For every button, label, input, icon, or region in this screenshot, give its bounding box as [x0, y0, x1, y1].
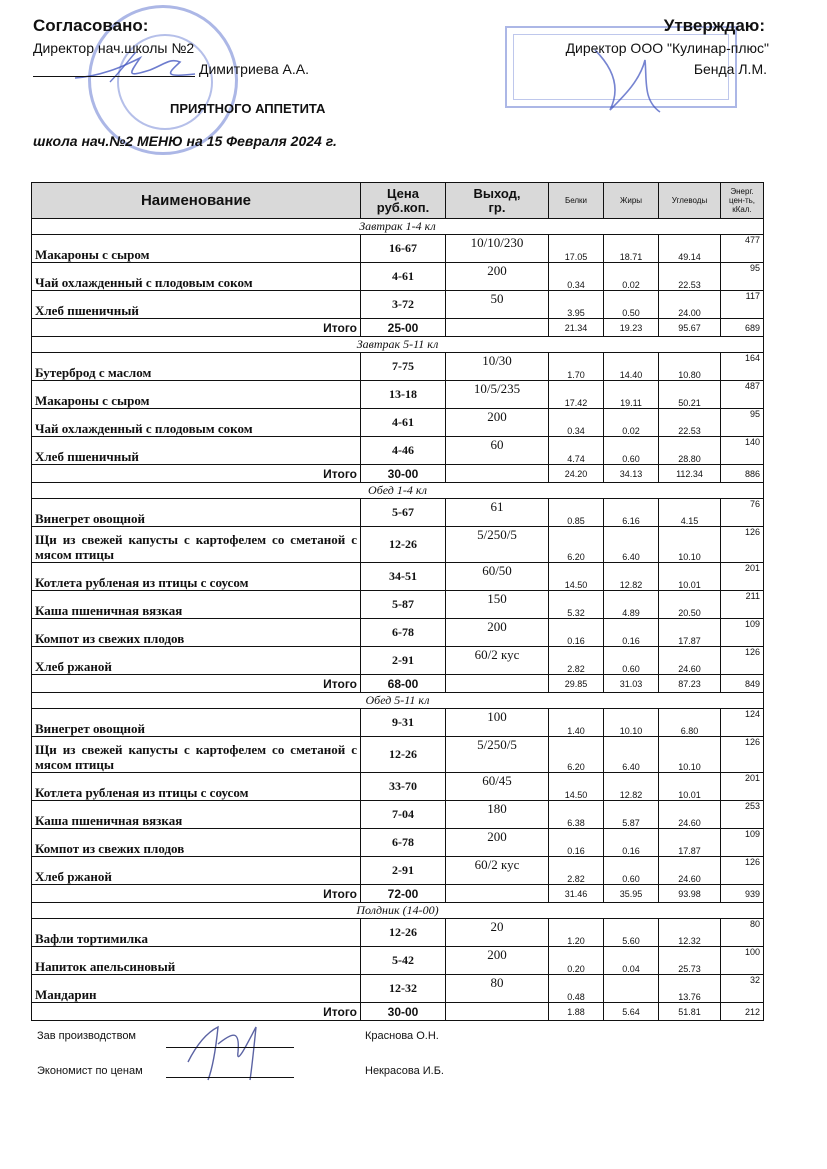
dish-fat: 4.89: [604, 591, 659, 619]
dish-price: 2-91: [361, 647, 446, 675]
dish-carbs: 24.60: [659, 647, 721, 675]
total-energy: 849: [721, 675, 764, 693]
dish-fat: 0.50: [604, 291, 659, 319]
dish-carbs: 10.01: [659, 563, 721, 591]
total-carbs: 95.67: [659, 319, 721, 337]
dish-price: 4-61: [361, 409, 446, 437]
dish-name: Хлеб пшеничный: [32, 437, 361, 465]
confirm-role: Директор ООО "Кулинар-плюс": [565, 40, 769, 56]
total-price: 68-00: [361, 675, 446, 693]
dish-fat: 0.02: [604, 409, 659, 437]
dish-carbs: 17.87: [659, 619, 721, 647]
dish-protein: 0.48: [549, 975, 604, 1003]
dish-energy: 126: [721, 527, 764, 563]
table-row: [32, 647, 764, 675]
table-row: [32, 591, 764, 619]
section-row: [32, 337, 764, 353]
dish-fat: 5.60: [604, 919, 659, 947]
dish-protein: 6.20: [549, 737, 604, 773]
approved-signer: [33, 61, 309, 77]
dish-protein: 0.16: [549, 829, 604, 857]
total-fat: 34.13: [604, 465, 659, 483]
dish-energy: 126: [721, 737, 764, 773]
dish-protein: 0.20: [549, 947, 604, 975]
dish-yield: 200: [446, 619, 549, 647]
total-price: 30-00: [361, 1003, 446, 1021]
dish-fat: 12.82: [604, 563, 659, 591]
dish-yield: 60/45: [446, 773, 549, 801]
dish-fat: 0.60: [604, 647, 659, 675]
signature-line: [166, 1047, 294, 1048]
dish-fat: 6.40: [604, 737, 659, 773]
dish-yield: 200: [446, 829, 549, 857]
dish-name: Макароны с сыром: [32, 381, 361, 409]
dish-price: 12-26: [361, 919, 446, 947]
dish-protein: 1.40: [549, 709, 604, 737]
dish-name: Компот из свежих плодов: [32, 619, 361, 647]
dish-fat: 0.04: [604, 947, 659, 975]
dish-yield: 200: [446, 409, 549, 437]
dish-fat: 0.02: [604, 263, 659, 291]
total-fat: 35.95: [604, 885, 659, 903]
total-fat: 19.23: [604, 319, 659, 337]
dish-energy: 126: [721, 857, 764, 885]
dish-yield: 80: [446, 975, 549, 1003]
dish-carbs: 28.80: [659, 437, 721, 465]
dish-name: Хлеб пшеничный: [32, 291, 361, 319]
table-row: [32, 409, 764, 437]
section-title: Полдник (14-00): [32, 903, 764, 919]
col-price: Цена руб.коп.: [361, 183, 446, 219]
dish-energy: 211: [721, 591, 764, 619]
dish-energy: 164: [721, 353, 764, 381]
total-yield-empty: [446, 1003, 549, 1021]
dish-carbs: 10.10: [659, 737, 721, 773]
dish-name: Чай охлажденный с плодовым соком: [32, 409, 361, 437]
table-row: [32, 263, 764, 291]
dish-price: 4-61: [361, 263, 446, 291]
total-yield-empty: [446, 319, 549, 337]
menu-title: школа нач.№2 МЕНЮ на 15 Февраля 2024 г.: [33, 133, 337, 149]
dish-energy: 95: [721, 409, 764, 437]
dish-fat: 5.87: [604, 801, 659, 829]
dish-price: 16-67: [361, 235, 446, 263]
table-row: [32, 619, 764, 647]
total-carbs: 51.81: [659, 1003, 721, 1021]
table-row: [32, 709, 764, 737]
economist-name: Некрасова И.Б.: [365, 1065, 444, 1077]
dish-price: 6-78: [361, 829, 446, 857]
table-row: [32, 737, 764, 773]
section-title: Обед 5-11 кл: [32, 693, 764, 709]
dish-energy: 32: [721, 975, 764, 1003]
dish-name: Щи из свежей капусты с картофелем со сметаной с мясом птицы: [32, 527, 361, 563]
dish-fat: 6.16: [604, 499, 659, 527]
total-carbs: 93.98: [659, 885, 721, 903]
approved-title: Согласовано:: [33, 16, 149, 35]
table-row: [32, 919, 764, 947]
table-row: [32, 437, 764, 465]
dish-carbs: 12.32: [659, 919, 721, 947]
dish-carbs: 10.01: [659, 773, 721, 801]
total-label: Итого: [32, 465, 361, 483]
section-row: [32, 693, 764, 709]
dish-price: 5-42: [361, 947, 446, 975]
dish-price: 12-32: [361, 975, 446, 1003]
dish-yield: 60/2 кус: [446, 647, 549, 675]
dish-protein: 0.16: [549, 619, 604, 647]
dish-carbs: 4.15: [659, 499, 721, 527]
dish-price: 6-78: [361, 619, 446, 647]
dish-fat: 14.40: [604, 353, 659, 381]
dish-fat: 18.71: [604, 235, 659, 263]
dish-carbs: 24.60: [659, 857, 721, 885]
dish-price: 5-87: [361, 591, 446, 619]
dish-name: Щи из свежей капусты с картофелем со сметаной с мясом птицы: [32, 737, 361, 773]
dish-carbs: 13.76: [659, 975, 721, 1003]
col-fat: Жиры: [604, 183, 659, 219]
confirm-title: Утверждаю:: [663, 16, 765, 35]
dish-fat: 0.16: [604, 829, 659, 857]
dish-protein: 3.95: [549, 291, 604, 319]
dish-price: 3-72: [361, 291, 446, 319]
dish-price: 7-75: [361, 353, 446, 381]
dish-energy: 100: [721, 947, 764, 975]
dish-fat: [604, 975, 659, 1003]
dish-carbs: 24.00: [659, 291, 721, 319]
dish-name: Каша пшеничная вязкая: [32, 801, 361, 829]
total-yield-empty: [446, 885, 549, 903]
total-label: Итого: [32, 319, 361, 337]
total-fat: 5.64: [604, 1003, 659, 1021]
dish-name: Котлета рубленая из птицы с соусом: [32, 773, 361, 801]
dish-carbs: 10.10: [659, 527, 721, 563]
dish-energy: 124: [721, 709, 764, 737]
dish-price: 7-04: [361, 801, 446, 829]
dish-price: 2-91: [361, 857, 446, 885]
dish-price: 13-18: [361, 381, 446, 409]
production-head-name: Краснова О.Н.: [365, 1030, 439, 1042]
dish-price: 4-46: [361, 437, 446, 465]
dish-protein: 2.82: [549, 647, 604, 675]
dish-protein: 0.85: [549, 499, 604, 527]
table-row: [32, 773, 764, 801]
dish-yield: 61: [446, 499, 549, 527]
dish-fat: 12.82: [604, 773, 659, 801]
total-yield-empty: [446, 465, 549, 483]
table-row: [32, 563, 764, 591]
menu-table: [31, 182, 764, 1021]
col-carbs: Углеводы: [659, 183, 721, 219]
total-row: [32, 319, 764, 337]
dish-protein: 4.74: [549, 437, 604, 465]
table-header: [32, 183, 764, 219]
dish-yield: 60/2 кус: [446, 857, 549, 885]
dish-price: 9-31: [361, 709, 446, 737]
dish-name: Напиток апельсиновый: [32, 947, 361, 975]
dish-energy: 140: [721, 437, 764, 465]
dish-protein: 14.50: [549, 563, 604, 591]
dish-price: 34-51: [361, 563, 446, 591]
dish-price: 33-70: [361, 773, 446, 801]
dish-name: Чай охлажденный с плодовым соком: [32, 263, 361, 291]
table-row: [32, 975, 764, 1003]
appetite-heading: ПРИЯТНОГО АППЕТИТА: [170, 101, 326, 116]
section-title: Завтрак 5-11 кл: [32, 337, 764, 353]
economist-role: Экономист по ценам: [37, 1065, 143, 1077]
dish-yield: 200: [446, 263, 549, 291]
section-row: [32, 903, 764, 919]
table-row: [32, 235, 764, 263]
dish-name: Макароны с сыром: [32, 235, 361, 263]
dish-carbs: 20.50: [659, 591, 721, 619]
dish-energy: 253: [721, 801, 764, 829]
total-row: [32, 1003, 764, 1021]
dish-name: Винегрет овощной: [32, 709, 361, 737]
table-row: [32, 499, 764, 527]
dish-name: Винегрет овощной: [32, 499, 361, 527]
dish-protein: 2.82: [549, 857, 604, 885]
dish-protein: 17.42: [549, 381, 604, 409]
total-price: 30-00: [361, 465, 446, 483]
dish-carbs: 49.14: [659, 235, 721, 263]
total-row: [32, 675, 764, 693]
table-row: [32, 291, 764, 319]
signature-line: [166, 1077, 294, 1078]
dish-yield: 5/250/5: [446, 527, 549, 563]
dish-name: Хлеб ржаной: [32, 857, 361, 885]
dish-fat: 0.16: [604, 619, 659, 647]
total-protein: 1.88: [549, 1003, 604, 1021]
section-row: [32, 219, 764, 235]
dish-energy: 487: [721, 381, 764, 409]
dish-protein: 14.50: [549, 773, 604, 801]
total-energy: 939: [721, 885, 764, 903]
table-row: [32, 829, 764, 857]
dish-yield: 20: [446, 919, 549, 947]
signature-footer: [178, 1022, 278, 1082]
table-row: [32, 801, 764, 829]
dish-name: Вафли тортимилка: [32, 919, 361, 947]
dish-yield: 100: [446, 709, 549, 737]
dish-yield: 200: [446, 947, 549, 975]
dish-yield: 150: [446, 591, 549, 619]
dish-yield: 180: [446, 801, 549, 829]
dish-name: Мандарин: [32, 975, 361, 1003]
dish-energy: 80: [721, 919, 764, 947]
dish-protein: 17.05: [549, 235, 604, 263]
col-name: Наименование: [32, 183, 361, 219]
dish-protein: 1.20: [549, 919, 604, 947]
dish-energy: 477: [721, 235, 764, 263]
section-title: Обед 1-4 кл: [32, 483, 764, 499]
dish-yield: 10/30: [446, 353, 549, 381]
dish-fat: 6.40: [604, 527, 659, 563]
table-row: [32, 947, 764, 975]
dish-yield: 10/10/230: [446, 235, 549, 263]
dish-name: Компот из свежих плодов: [32, 829, 361, 857]
section-title: Завтрак 1-4 кл: [32, 219, 764, 235]
dish-carbs: 17.87: [659, 829, 721, 857]
dish-carbs: 25.73: [659, 947, 721, 975]
signature-line: [33, 62, 195, 77]
dish-energy: 109: [721, 829, 764, 857]
dish-price: 12-26: [361, 737, 446, 773]
confirm-name: Бенда Л.М.: [693, 61, 767, 77]
dish-protein: 6.38: [549, 801, 604, 829]
total-yield-empty: [446, 675, 549, 693]
section-row: [32, 483, 764, 499]
total-protein: 21.34: [549, 319, 604, 337]
col-yield: Выход, гр.: [446, 183, 549, 219]
col-energy: Энерг. цен-ть, кКал.: [721, 183, 764, 219]
dish-yield: 60: [446, 437, 549, 465]
dish-energy: 109: [721, 619, 764, 647]
dish-fat: 0.60: [604, 857, 659, 885]
dish-yield: 5/250/5: [446, 737, 549, 773]
dish-carbs: 22.53: [659, 263, 721, 291]
total-fat: 31.03: [604, 675, 659, 693]
table-row: [32, 353, 764, 381]
total-protein: 29.85: [549, 675, 604, 693]
dish-name: Хлеб ржаной: [32, 647, 361, 675]
total-row: [32, 885, 764, 903]
dish-carbs: 10.80: [659, 353, 721, 381]
dish-name: Бутерброд с маслом: [32, 353, 361, 381]
dish-carbs: 24.60: [659, 801, 721, 829]
total-price: 72-00: [361, 885, 446, 903]
dish-price: 12-26: [361, 527, 446, 563]
dish-name: Котлета рубленая из птицы с соусом: [32, 563, 361, 591]
dish-fat: 19.11: [604, 381, 659, 409]
total-price: 25-00: [361, 319, 446, 337]
table-row: [32, 857, 764, 885]
dish-protein: 0.34: [549, 409, 604, 437]
dish-energy: 76: [721, 499, 764, 527]
total-carbs: 87.23: [659, 675, 721, 693]
dish-carbs: 6.80: [659, 709, 721, 737]
dish-energy: 201: [721, 773, 764, 801]
production-head-role: Зав производством: [37, 1030, 136, 1042]
dish-energy: 126: [721, 647, 764, 675]
approved-name: Димитриева А.А.: [199, 61, 309, 77]
dish-carbs: 50.21: [659, 381, 721, 409]
dish-protein: 5.32: [549, 591, 604, 619]
dish-fat: 0.60: [604, 437, 659, 465]
approved-role: Директор нач.школы №2: [33, 40, 195, 56]
dish-energy: 201: [721, 563, 764, 591]
dish-protein: 1.70: [549, 353, 604, 381]
dish-yield: 10/5/235: [446, 381, 549, 409]
total-label: Итого: [32, 675, 361, 693]
dish-energy: 95: [721, 263, 764, 291]
total-label: Итого: [32, 1003, 361, 1021]
dish-price: 5-67: [361, 499, 446, 527]
table-row: [32, 527, 764, 563]
dish-protein: 6.20: [549, 527, 604, 563]
total-energy: 212: [721, 1003, 764, 1021]
total-energy: 689: [721, 319, 764, 337]
dish-energy: 117: [721, 291, 764, 319]
total-energy: 886: [721, 465, 764, 483]
dish-protein: 0.34: [549, 263, 604, 291]
total-label: Итого: [32, 885, 361, 903]
dish-name: Каша пшеничная вязкая: [32, 591, 361, 619]
total-protein: 31.46: [549, 885, 604, 903]
total-row: [32, 465, 764, 483]
total-carbs: 112.34: [659, 465, 721, 483]
dish-fat: 10.10: [604, 709, 659, 737]
col-protein: Белки: [549, 183, 604, 219]
dish-yield: 60/50: [446, 563, 549, 591]
dish-yield: 50: [446, 291, 549, 319]
dish-carbs: 22.53: [659, 409, 721, 437]
table-row: [32, 381, 764, 409]
total-protein: 24.20: [549, 465, 604, 483]
